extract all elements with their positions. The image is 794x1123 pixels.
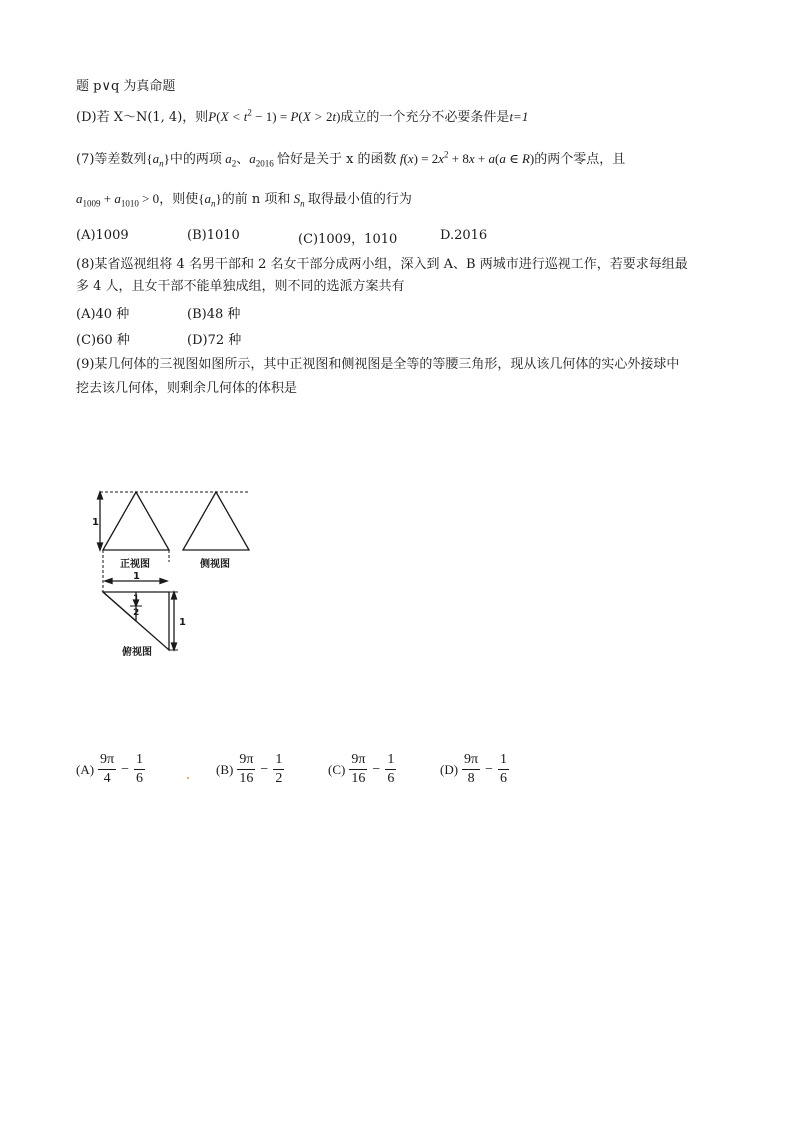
fraction: $\frac{1}{6}$ (387, 752, 395, 786)
fraction: $\frac{9\pi}{4}$ (100, 752, 115, 786)
q7-inequality: $a_{1009} + a_{1010} > 0$ (76, 191, 160, 209)
q8-option-c: (C)60 种 (76, 333, 130, 348)
q9-option-d-label: (D) (440, 761, 459, 777)
text-line-1: 题 p∨q 为真命题 (76, 79, 176, 94)
dim-height-label: 1 (92, 517, 99, 528)
q7-option-a: (A)1009 (76, 228, 129, 243)
fraction: $\frac{1}{6}$ (500, 752, 508, 786)
three-view-figure (90, 480, 260, 660)
q7-option-b: (B)1010 (187, 228, 240, 243)
q9-option-a (76, 752, 145, 787)
q9-option-c (328, 752, 396, 787)
q7-line-1 (76, 150, 625, 169)
q7-seq: $\{a_n\}$ (146, 151, 170, 169)
probability-equation: $P(X < t^2 - 1) = P(X > 2t)$ (208, 107, 341, 124)
front-view-label: 正视图 (120, 559, 150, 570)
q9-option-b (216, 752, 284, 787)
fraction: $\frac{9\pi}{8}$ (464, 752, 479, 786)
q7-part-e: ，则使 (159, 192, 199, 207)
minus-sign: − (121, 761, 130, 777)
option-d-suffix: 成立的一个充分不必要条件是 (340, 110, 510, 125)
side-view-label: 侧视图 (200, 559, 230, 570)
q8-option-a: (A)40 种 (76, 307, 130, 322)
minus-sign: − (260, 761, 269, 777)
q8-option-b: (B)48 种 (187, 307, 241, 322)
q7-option-d: D.2016 (440, 228, 488, 243)
dim-half-den: 2 (133, 608, 140, 618)
q8-option-d: (D)72 种 (187, 333, 242, 348)
q9-option-b-label: (B) (216, 761, 234, 777)
side-view-triangle (183, 492, 249, 550)
fraction: $\frac{9\pi}{16}$ (351, 752, 366, 786)
fraction: $\frac{9\pi}{16}$ (239, 752, 254, 786)
dim-depth-label: 1 (179, 617, 186, 628)
dim-width-label: 1 (133, 571, 140, 582)
q7-terms: $a_2$、$a_{2016}$ (221, 151, 274, 169)
q9-option-a-label: (A) (76, 761, 95, 777)
q7-part-f: 的前 n 项和 (221, 192, 291, 207)
q9-option-d (440, 752, 509, 787)
q9-option-c-label: (C) (328, 761, 346, 777)
q7-part-c: 恰好是关于 x 的函数 (276, 152, 397, 167)
top-view-label: 俯视图 (122, 647, 152, 658)
q7-part-d: 的两个零点，且 (534, 152, 626, 167)
fraction: $\frac{1}{6}$ (136, 752, 144, 786)
q7-part-a: (7)等差数列 (76, 152, 147, 167)
q7-function: $f(x) = 2x^2 + 8x + a(a$ ∈ R) (396, 149, 535, 166)
option-d-condition: t=1 (509, 109, 529, 124)
stray-dot (187, 777, 189, 779)
q7-option-c: (C)1009，1010 (298, 232, 398, 247)
q8-line-1: (8)某省巡视组将 4 名男干部和 2 名女干部分成两小组，深入到 A、B 两城市进行巡视工作，若要求每组最 (76, 257, 688, 272)
q7-line-2 (76, 190, 412, 209)
q9-line-1: (9)某几何体的三视图如图所示，其中正视图和侧视图是全等的等腰三角形，现从该几何体的实心外接球中 (76, 357, 680, 372)
q7-sum: $S_n$ (290, 191, 305, 209)
q7-part-b: 中的两项 (169, 152, 222, 167)
fraction: $\frac{1}{2}$ (275, 752, 283, 786)
minus-sign: − (372, 761, 381, 777)
front-view-triangle (103, 492, 169, 550)
q7-seq-2: $\{a_n\}$ (198, 191, 222, 209)
dim-half-num: 1 (133, 594, 140, 604)
option-d-prefix: (D)若 X～N(1, 4)，则 (76, 110, 209, 125)
q7-part-g: 取得最小值的行为 (307, 192, 412, 207)
q8-line-2: 多 4 人，且女干部不能单独成组，则不同的选派方案共有 (76, 279, 405, 294)
minus-sign: − (485, 761, 494, 777)
q9-line-2: 挖去该几何体，则剩余几何体的体积是 (76, 381, 298, 396)
option-d-prev (76, 108, 528, 127)
